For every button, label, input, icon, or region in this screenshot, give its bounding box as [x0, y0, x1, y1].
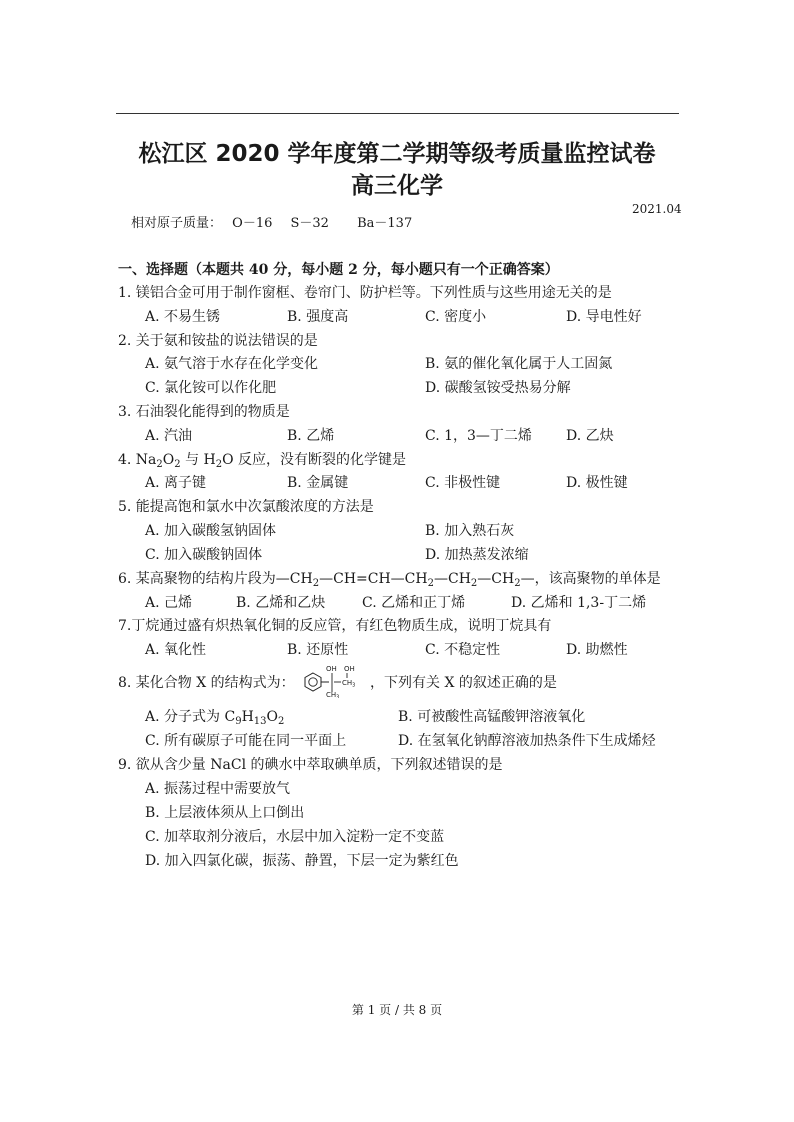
- question-2-option-a: A. 氨气溶于水存在化学变化: [145, 356, 319, 372]
- question-1-option-a: A. 不易生锈: [145, 309, 221, 325]
- question-5-option-c: C. 加入碳酸钠固体: [145, 547, 263, 563]
- mass-ba: Ba－137: [357, 216, 413, 231]
- exam-subtitle: 高三化学: [351, 173, 443, 199]
- question-4-option-c: C. 非极性键: [425, 475, 501, 491]
- ch3-label-top: $CH_3$: [342, 679, 356, 689]
- question-6-option-d: D. 乙烯和 1,3-丁二烯: [511, 595, 647, 611]
- question-3-option-d: D. 乙炔: [566, 428, 614, 444]
- question-1-option-d: D. 导电性好: [566, 309, 642, 325]
- oh-label-1: OH: [326, 665, 337, 673]
- mass-s: S－32: [290, 216, 329, 231]
- question-6-option-a: A. 己烯: [145, 595, 193, 611]
- question-4-stem: 4. $Na_2O_2$ 与 $H_2O$ 反应，没有断裂的化学键是: [118, 452, 407, 470]
- oh-label-2: OH: [344, 665, 355, 673]
- page-footer: 第 1 页 / 共 8 页: [351, 1003, 443, 1017]
- question-5-stem: 5. 能提高饱和氯水中次氯酸浓度的方法是: [118, 499, 374, 515]
- question-2-option-c: C. 氯化铵可以作化肥: [145, 380, 277, 396]
- question-4-option-a: A. 离子键: [145, 475, 207, 491]
- benzene-ring: [305, 673, 321, 691]
- question-7-option-b: B. 还原性: [287, 642, 349, 658]
- question-1-stem: 1. 镁铝合金可用于制作窗框、卷帘门、防护栏等。下列性质与这些用途无关的是: [118, 285, 612, 301]
- question-3-option-a: A. 汽油: [145, 428, 193, 444]
- question-8-option-b: B. 可被酸性高锰酸钾溶液氧化: [398, 709, 586, 725]
- question-8-option-d: D. 在氢氧化钠醇溶液加热条件下生成烯烃: [398, 733, 656, 749]
- question-8-option-a: A. 分子式为 $C_9H_{13}O_2$: [145, 709, 285, 727]
- question-1-option-b: B. 强度高: [287, 309, 349, 325]
- question-9-option-d: D. 加入四氯化碳，振荡、静置，下层一定为紫红色: [145, 853, 459, 869]
- ch3-label-bottom: $CH_3$: [326, 691, 340, 698]
- question-5-option-b: B. 加入熟石灰: [425, 523, 515, 539]
- question-1-option-c: C. 密度小: [425, 309, 487, 325]
- question-5-option-a: A. 加入碳酸氢钠固体: [145, 523, 277, 539]
- question-4-option-d: D. 极性键: [566, 475, 628, 491]
- question-9-option-a: A. 振荡过程中需要放气: [145, 781, 291, 797]
- mass-o: O－16: [232, 216, 273, 231]
- question-6-option-b: B. 乙烯和乙炔: [236, 595, 326, 611]
- question-4-option-b: B. 金属键: [287, 475, 349, 491]
- question-5-option-d: D. 加热蒸发浓缩: [425, 547, 529, 563]
- header-rule: [116, 113, 679, 114]
- question-7-stem: 7.丁烷通过盛有炽热氧化铜的反应管，有红色物质生成，说明丁烷具有: [118, 618, 552, 634]
- question-9-stem: 9. 欲从含少量 NaCl 的碘水中萃取碘单质，下列叙述错误的是: [118, 757, 503, 773]
- masses-label: 相对原子质量：: [131, 216, 223, 231]
- question-2-option-b: B. 氨的催化氧化属于人工固氮: [425, 356, 613, 372]
- question-2-option-d: D. 碳酸氢铵受热易分解: [425, 380, 571, 396]
- question-6-option-c: C. 乙烯和正丁烯: [362, 595, 466, 611]
- question-3-option-b: B. 乙烯: [287, 428, 335, 444]
- relative-atomic-masses: [131, 215, 412, 233]
- question-8-option-c: C. 所有碳原子可能在同一平面上: [145, 733, 347, 749]
- benzene-ring-circle: [309, 678, 317, 686]
- question-6-stem: 6. 某高聚物的结构片段为$—CH_2—CH=CH—CH_2—CH_2—CH_2—$，该高聚物的单体是: [118, 571, 661, 589]
- question-8-stem-after: ，下列有关 X 的叙述正确的是: [370, 675, 557, 691]
- question-7-option-a: A. 氧化性: [145, 642, 207, 658]
- question-3-option-c: C. 1，3—丁二烯: [425, 428, 532, 444]
- question-3-stem: 3. 石油裂化能得到的物质是: [118, 404, 290, 420]
- question-7-option-d: D. 助燃性: [566, 642, 628, 658]
- question-9-option-c: C. 加萃取剂分液后，水层中加入淀粉一定不变蓝: [145, 829, 445, 845]
- question-8-stem-before: 8. 某化合物 X 的结构式为：: [118, 675, 295, 691]
- question-2-stem: 2. 关于氨和铵盐的说法错误的是: [118, 333, 318, 349]
- exam-date: 2021.04: [632, 202, 682, 216]
- question-9-option-b: B. 上层液体须从上口倒出: [145, 805, 305, 821]
- section-heading: 一、选择题（本题共 40 分，每小题 2 分，每小题只有一个正确答案）: [118, 262, 559, 278]
- exam-title: 松江区 2020 学年度第二学期等级考质量监控试卷: [138, 141, 656, 167]
- question-7-option-c: C. 不稳定性: [425, 642, 501, 658]
- structural-formula-x: [299, 664, 367, 698]
